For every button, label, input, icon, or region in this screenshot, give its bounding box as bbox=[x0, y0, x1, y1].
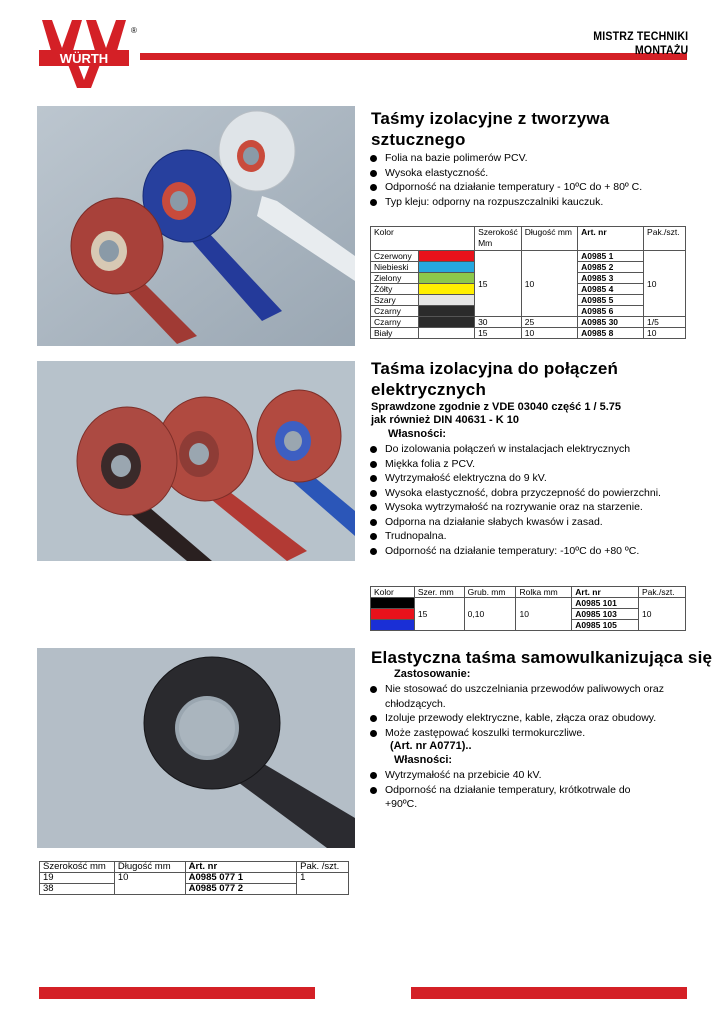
header-title-line1: MISTRZ TECHNIKI bbox=[592, 31, 688, 43]
table-header-kolor: Kolor bbox=[371, 587, 415, 598]
table-row: 19 10 A0985 077 1 1 bbox=[40, 873, 349, 884]
list-item: Odporność na działanie temperatury, krótkotrwale do +90ºC. bbox=[368, 783, 635, 812]
table-header-length: Długość mm bbox=[114, 862, 185, 873]
section1-table bbox=[370, 226, 686, 339]
color-swatch bbox=[418, 284, 474, 295]
trademark-symbol: ® bbox=[131, 26, 137, 35]
table-row: A0985 103 bbox=[371, 609, 686, 620]
table-row: Czerwony 15 10 A0985 1 10 bbox=[371, 251, 686, 262]
table-header-kolor: Kolor bbox=[371, 227, 475, 251]
section1-title: Taśmy izolacyjne z tworzywa sztucznego bbox=[371, 109, 610, 149]
table-row: A0985 105 bbox=[371, 620, 686, 631]
color-swatch bbox=[371, 609, 415, 620]
list-item: Miękka folia z PCV. bbox=[368, 457, 703, 472]
color-swatch bbox=[371, 598, 415, 609]
color-swatch bbox=[418, 273, 474, 284]
color-swatch bbox=[418, 328, 474, 339]
svg-text:WÜRTH: WÜRTH bbox=[59, 51, 109, 66]
footer-red-bar-right bbox=[411, 987, 687, 999]
table-row: Czarny 30 25 A0985 30 1/5 bbox=[371, 317, 686, 328]
section3-use-bullets bbox=[368, 682, 690, 740]
list-item: Folia na bazie polimerów PCV. bbox=[368, 151, 698, 166]
list-item: Izoluje przewody elektryczne, kable, złącza oraz obudowy. bbox=[368, 711, 690, 726]
table-row: Żółty A0985 4 bbox=[371, 284, 686, 295]
table-header-art: Art. nr bbox=[572, 587, 639, 598]
list-item: Wysoka elastyczność, dobra przyczepność do powierzchni. bbox=[368, 486, 703, 501]
section1-bullets bbox=[368, 151, 698, 209]
color-swatch bbox=[418, 251, 474, 262]
section3-prop-bullets bbox=[368, 768, 668, 812]
table-header-pack: Pak. /szt. bbox=[297, 862, 349, 873]
section2-subtitle: Sprawdzone zgodnie z VDE 03040 część 1 / 5.75 jak również DIN 40631 - K 10 bbox=[371, 401, 622, 426]
table-header-width: Szerokość Mm bbox=[475, 227, 522, 251]
table-row: 38 A0985 077 2 bbox=[40, 884, 349, 895]
list-item: Odporność na działanie temperatury - 10ºC do + 80º C. bbox=[368, 180, 698, 195]
list-item: Wysoka wytrzymałość na rozrywanie oraz na starzenie. bbox=[368, 500, 703, 515]
table-header-thickness: Grub. mm bbox=[464, 587, 516, 598]
table-row: Zielony A0985 3 bbox=[371, 273, 686, 284]
section2-title: Taśma izolacyjna do połączeń elektrycznych bbox=[371, 359, 619, 399]
table-header-width: Szer. mm bbox=[414, 587, 464, 598]
section3-title: Elastyczna taśma samowulkanizująca się bbox=[371, 648, 713, 667]
section3-art-ref: (Art. nr A0771).. bbox=[390, 740, 472, 752]
section3-use-label: Zastosowanie: bbox=[394, 668, 471, 680]
section3-props-label: Własności: bbox=[394, 754, 453, 766]
table-row: Czarny A0985 6 bbox=[371, 306, 686, 317]
table-header-pack: Pak./szt. bbox=[639, 587, 686, 598]
color-swatch bbox=[418, 317, 474, 328]
table-header-width: Szerokość mm bbox=[40, 862, 115, 873]
header-title bbox=[585, 30, 688, 58]
table-row: Szary A0985 5 bbox=[371, 295, 686, 306]
table-row: Niebieski A0985 2 bbox=[371, 262, 686, 273]
table-header-roll: Rolka mm bbox=[516, 587, 572, 598]
list-item: Może zastępować koszulki termokurczliwe. bbox=[368, 726, 690, 741]
list-item: Wytrzymałość na przebicie 40 kV. bbox=[368, 768, 668, 783]
color-swatch bbox=[418, 306, 474, 317]
tape-rolls-photo-1 bbox=[37, 106, 355, 346]
table-row: Biały 15 10 A0985 8 10 bbox=[371, 328, 686, 339]
footer-red-bar-left bbox=[39, 987, 315, 999]
section3-table bbox=[39, 861, 349, 895]
color-swatch bbox=[418, 262, 474, 273]
section2-props-label: Własności: bbox=[388, 428, 447, 440]
table-header-art: Art. nr bbox=[185, 862, 297, 873]
list-item: Do izolowania połączeń w instalacjach elektrycznych bbox=[368, 442, 703, 457]
wurth-logo bbox=[39, 18, 129, 90]
tape-roll-photo-3 bbox=[37, 648, 355, 848]
table-header-pack: Pak./szt. bbox=[644, 227, 686, 251]
list-item: Trudnopalna. bbox=[368, 529, 703, 544]
list-item: Wytrzymałość elektryczna do 9 kV. bbox=[368, 471, 703, 486]
color-swatch bbox=[371, 620, 415, 631]
table-header-art: Art. nr bbox=[578, 227, 644, 251]
header-title-line2: MONTAŻU bbox=[634, 45, 688, 57]
section2-bullets bbox=[368, 442, 703, 558]
list-item: Odporna na działanie słabych kwasów i zasad. bbox=[368, 515, 703, 530]
table-header-length: Długość mm bbox=[521, 227, 577, 251]
tape-rolls-photo-2 bbox=[37, 361, 355, 561]
list-item: Nie stosować do uszczelniania przewodów paliwowych oraz chłodzących. bbox=[368, 682, 685, 711]
list-item: Odporność na działanie temperatury: -10ºC do +80 ºC. bbox=[368, 544, 703, 559]
color-swatch bbox=[418, 295, 474, 306]
list-item: Typ kleju: odporny na rozpuszczalniki kauczuk. bbox=[368, 195, 698, 210]
section2-table bbox=[370, 586, 686, 631]
table-row: 15 0,10 10 A0985 101 10 bbox=[371, 598, 686, 609]
list-item: Wysoka elastyczność. bbox=[368, 166, 698, 181]
